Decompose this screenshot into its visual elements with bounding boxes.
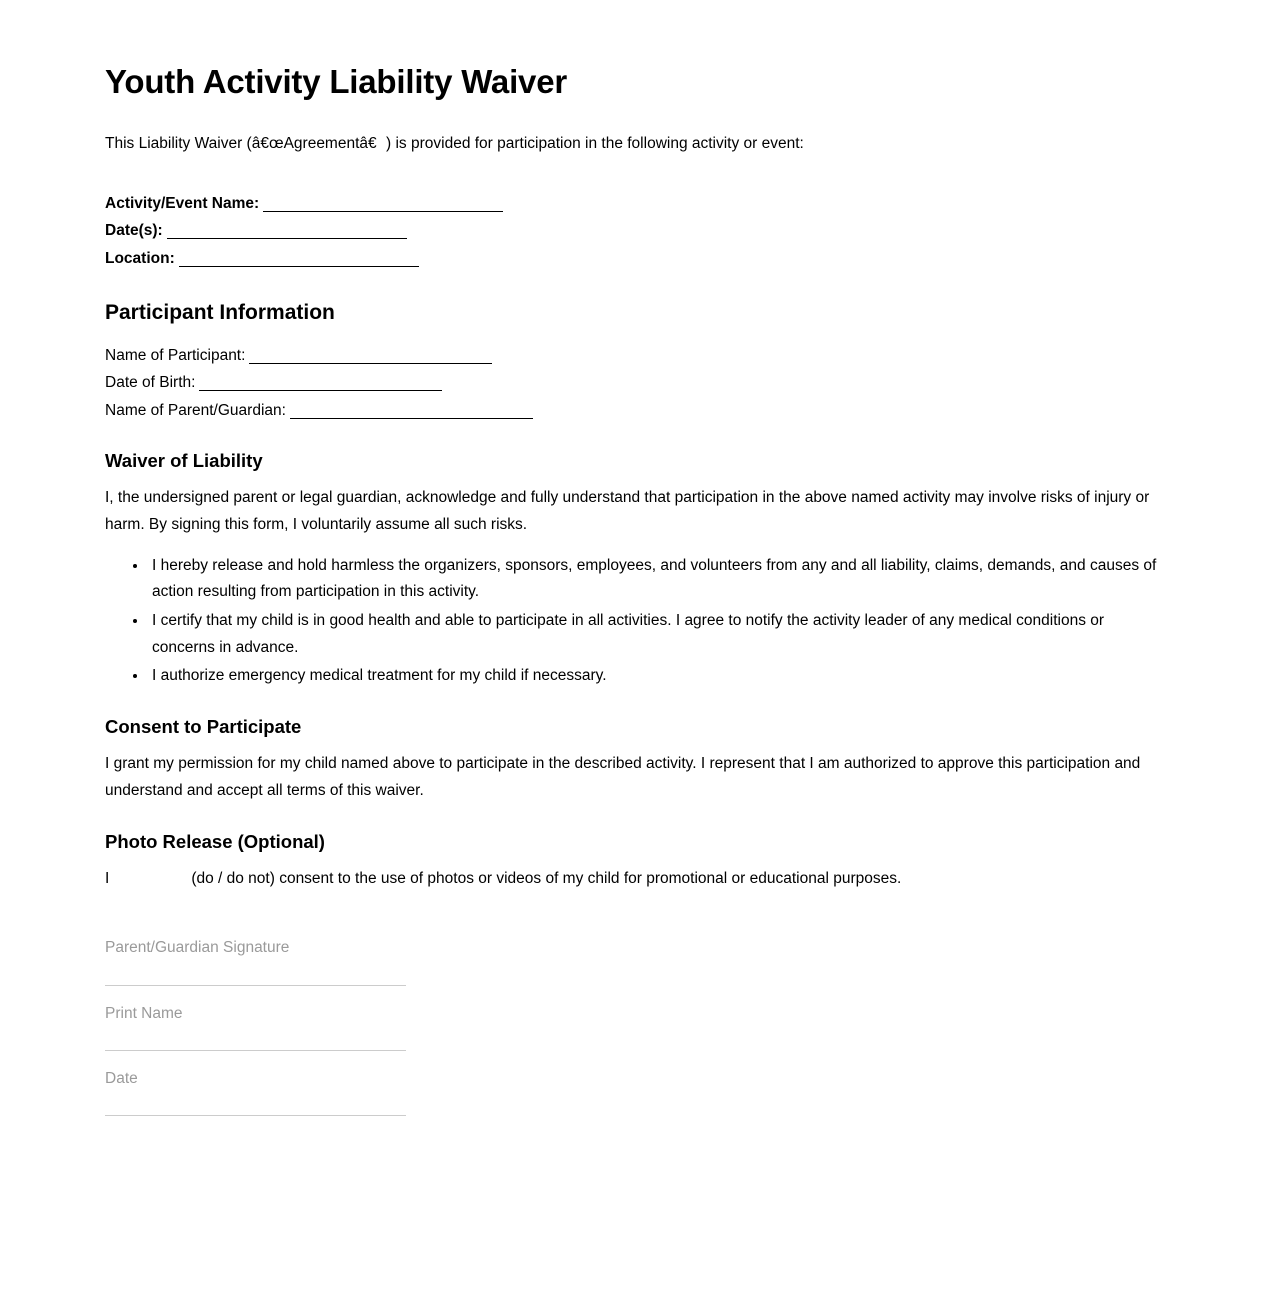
heading-photo-release: Photo Release (Optional) [105,830,325,852]
page-title: Youth Activity Liability Waiver [105,63,567,100]
field-rule-date-of-birth[interactable] [199,390,442,391]
heading-participant-information: Participant Information [105,301,335,325]
heading-consent-to-participate: Consent to Participate [105,716,302,738]
field-row-dates [105,217,1170,245]
signature-label-print-name: Print Name [105,1004,183,1022]
field-label-activity-name: Activity/Event Name: [105,194,260,212]
signature-block [105,936,1170,1116]
field-rule-location[interactable] [179,266,419,267]
participant-information-section [105,300,1170,424]
signature-field-date [105,1067,406,1116]
field-label-participant-name: Name of Participant: [105,346,246,364]
signature-label-date: Date [105,1069,138,1087]
field-label-location: Location: [105,249,175,267]
activity-details-fields [105,190,1170,273]
signature-field-print-name [105,1002,406,1051]
field-row-location [105,245,1170,273]
list-item: • I hereby release and hold harmless the organizers, sponsors, employees, and volunteers from any and all liability, claims, demands, and causes of action resulting from participation in this activity. [148,553,1170,606]
signature-rule-print-name[interactable] [105,1050,406,1051]
list-item: • I certify that my child is in good health and able to participate in all activities. I agree to notify the activity leader of any medical conditions or concerns in advance. [148,608,1170,661]
field-row-participant-name [105,342,1170,370]
heading-waiver-of-liability: Waiver of Liability [105,450,263,472]
field-label-parent-guardian-name: Name of Parent/Guardian: [105,401,286,419]
consent-to-participate-section [105,716,1170,805]
signature-rule-parent-guardian[interactable] [105,985,406,986]
consent-paragraph: I grant my permission for my child named above to participate in the described activity. I represent that I am authorized to approve this participation and understand and accept all terms of this waiver. [105,755,1141,799]
waiver-paragraph: I, the undersigned parent or legal guardian, acknowledge and fully understand that participation in the above named activity may involve risks of injury or harm. By signing this form, I voluntarily assume all such risks. [105,489,1150,534]
field-rule-parent-guardian-name[interactable] [290,418,533,419]
field-row-parent-guardian-name [105,397,1170,425]
photo-release-line [105,866,1170,893]
field-rule-dates[interactable] [167,238,407,239]
field-rule-activity-name[interactable] [263,211,503,212]
field-label-dates: Date(s): [105,222,163,240]
signature-field-parent-guardian [105,936,406,985]
signature-rule-date[interactable] [105,1115,406,1116]
photo-release-section [105,831,1170,893]
waiver-bullet-list [105,553,1170,690]
photo-release-suffix: (do / do not) consent to the use of photos or videos of my child for promotional or educational purposes. [191,869,902,887]
field-row-date-of-birth [105,369,1170,397]
field-rule-participant-name[interactable] [249,363,492,364]
photo-release-prefix: I [105,869,110,887]
field-label-date-of-birth: Date of Birth: [105,374,196,392]
signature-label-parent-guardian: Parent/Guardian Signature [105,939,290,957]
intro-paragraph: This Liability Waiver (â€œAgreementâ€) is provided for participation in the following activity or event: [105,134,804,152]
list-item: • I authorize emergency medical treatment for my child if necessary. [148,663,1170,690]
field-row-activity-name [105,190,1170,218]
waiver-of-liability-section [105,450,1170,690]
